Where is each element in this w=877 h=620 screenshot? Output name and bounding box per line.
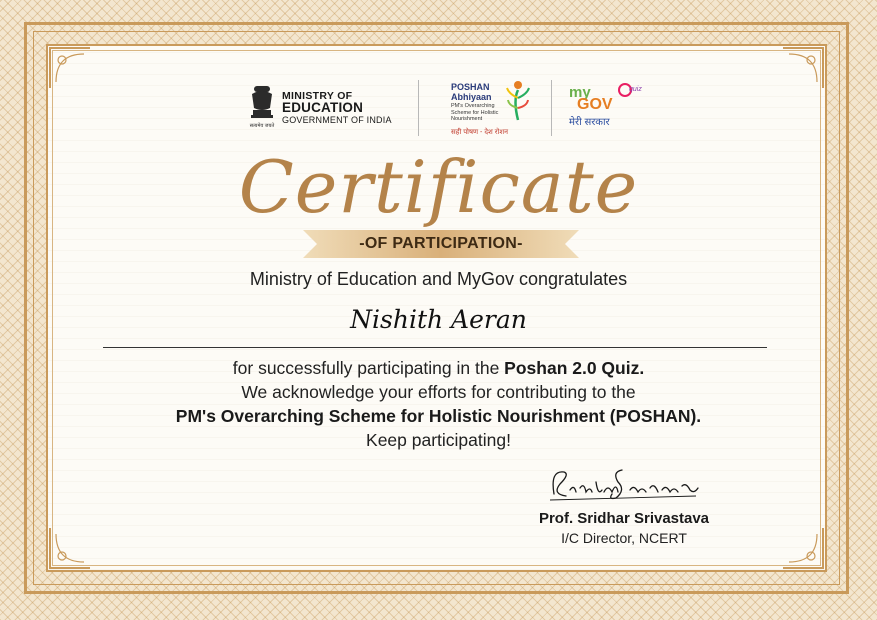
- corner-ornament-icon: [781, 526, 825, 570]
- logo-divider: [551, 80, 552, 136]
- mygov-my-text: my: [569, 84, 591, 101]
- body-line2: We acknowledge your efforts for contributing to the: [241, 382, 636, 402]
- corner-ornament-icon: [48, 526, 92, 570]
- ministry-line1: MINISTRY OF: [282, 90, 353, 102]
- signatory-title: I/C Director, NCERT: [561, 530, 687, 546]
- mygov-hindi-text: मेरी सरकार: [569, 117, 610, 128]
- signatory-name: Prof. Sridhar Srivastava: [538, 510, 710, 527]
- body-line4: Keep participating!: [366, 430, 511, 450]
- logo-bar: [0, 78, 877, 138]
- poshan-title-line2: Abhiyaan: [451, 92, 492, 102]
- certificate-body: [0, 356, 877, 452]
- poshan-subtitle: PM's Overarching Scheme for Holistic Nourishment: [451, 103, 499, 122]
- ministry-of-education-logo: [282, 90, 392, 126]
- poshan-title-line1: POSHAN: [451, 82, 490, 92]
- mygov-quiz-logo: [569, 82, 659, 132]
- name-underline: [103, 347, 767, 348]
- congratulations-line: Ministry of Education and MyGov congratulates: [249, 269, 628, 289]
- certificate-subtitle: -OF PARTICIPATION-: [359, 235, 523, 252]
- ministry-line2: EDUCATION: [282, 100, 364, 115]
- signature-image: [546, 460, 704, 508]
- mygov-quiz-text: quiz: [629, 86, 642, 93]
- poshan-tagline: सही पोषण - देश रोशन: [451, 129, 509, 136]
- body-line1: for successfully participating in the: [232, 358, 505, 378]
- mygov-gov-text: GOV: [577, 96, 613, 113]
- emblem-caption: सत्यमेव जयते: [249, 123, 275, 129]
- ministry-line3: GOVERNMENT OF INDIA: [282, 115, 392, 125]
- recipient-name: Nishith Aeran: [350, 305, 527, 334]
- national-emblem-icon: [248, 84, 276, 130]
- logo-divider: [418, 80, 419, 136]
- poshan-abhiyaan-logo: [451, 82, 547, 138]
- body-line3: PM's Overarching Scheme for Holistic Nourishment (POSHAN).: [175, 406, 702, 426]
- poshan-figure-icon: [503, 80, 533, 126]
- certificate-title: Certificate: [238, 145, 639, 229]
- quiz-name: Poshan 2.0 Quiz.: [504, 358, 645, 378]
